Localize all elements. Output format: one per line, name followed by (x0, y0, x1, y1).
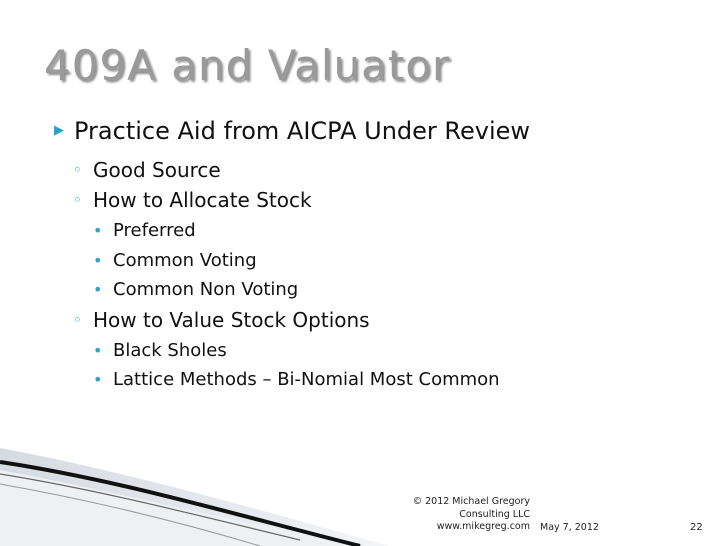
copyright-line: Consulting LLC (459, 508, 530, 520)
circle-bullet-icon: ◦ (73, 311, 82, 329)
square-bullet-icon: • (93, 370, 103, 389)
copyright-line: www.mikegreg.com (436, 521, 530, 532)
bullet-text: Lattice Methods – Bi-Nomial Most Common (113, 369, 500, 390)
square-bullet-icon: • (93, 341, 103, 360)
bullet-text: Black Sholes (113, 340, 227, 361)
bullet-text: How to Allocate Stock (93, 188, 312, 212)
footer-copyright (392, 496, 530, 534)
bullet-text: Practice Aid from AICPA Under Review (74, 117, 531, 145)
bullet-text: Preferred (113, 220, 196, 241)
bullet-text: How to Value Stock Options (93, 308, 370, 332)
page-number: 22 (690, 522, 703, 533)
copyright-line: © 2012 Michael Gregory (412, 496, 530, 507)
bullet-text: Common Voting (113, 250, 257, 271)
square-bullet-icon: • (93, 221, 103, 240)
footer-date: May 7, 2012 (540, 522, 599, 533)
circle-bullet-icon: ◦ (73, 161, 82, 179)
circle-bullet-icon: ◦ (73, 191, 82, 209)
square-bullet-icon: • (93, 280, 103, 299)
triangle-bullet-icon: ▶ (54, 123, 64, 138)
bullet-text: Common Non Voting (113, 279, 299, 300)
decorative-swoosh (0, 430, 728, 546)
slide-title: 409A and Valuator (44, 41, 451, 90)
bullet-text: Good Source (93, 158, 221, 182)
square-bullet-icon: • (93, 251, 103, 270)
